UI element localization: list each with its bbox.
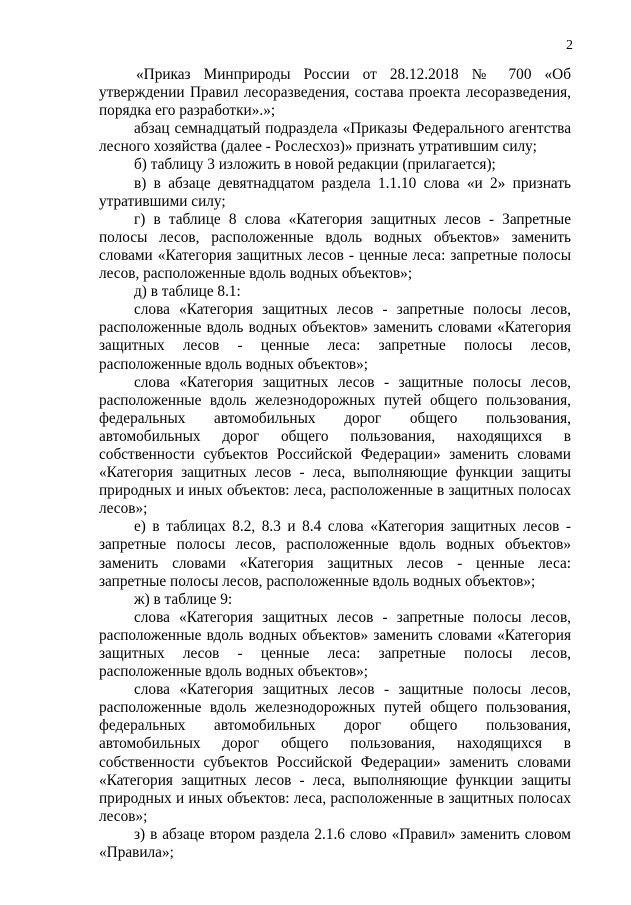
paragraph-item-zh-words-1: слова «Категория защитных лесов - запретные полосы лесов, расположенные вдоль водных объектов» заменить словами «Категория защитных лесов - ценные леса: запретные полосы лесов, расположенные вдоль водных объектов»; (99, 608, 571, 681)
paragraph-item-b: б) таблицу 3 изложить в новой редакции (прилагается); (134, 156, 496, 174)
paragraph-item-g: г) в таблице 8 слова «Категория защитных лесов - Запретные полосы лесов, расположенные вдоль водных объектов» заменить словами «Категория защитных лесов - ценные леса: запретные полосы лесов, расположенные вдоль водных объектов»; (99, 210, 571, 283)
paragraph-item-d-words-1: слова «Категория защитных лесов - запретные полосы лесов, расположенные вдоль водных объектов» заменить словами «Категория защитных лесов - ценные леса: запретные полосы лесов, расположенные вдоль водных объектов»; (99, 301, 571, 373)
page-number: 2 (566, 38, 573, 53)
paragraph-item-zh: ж) в таблице 9: (134, 590, 233, 608)
paragraph-item-zh-words-2: слова «Категория защитных лесов - защитные полосы лесов, расположенные вдоль железнодорожных путей общего пользования, федеральных автомобильных дорог общего пользования, автомобильных дорог общего пользования, находящихся в собственности субъектов Российской Федерации» заменить словами «Категория защитных лесов - леса, выполняющие функции защиты природных и иных объектов: леса, расположенные в защитных полосах лесов»; (99, 681, 571, 825)
paragraph-rosleshoz-repeal: абзац семнадцатый подраздела «Приказы Федерального агентства лесного хозяйства (далее - Рослесхоз)» признать утратившим силу; (99, 120, 571, 156)
paragraph-item-d-words-2: слова «Категория защитных лесов - защитные полосы лесов, расположенные вдоль железнодорожных путей общего пользования, федеральных автомобильных дорог общего пользования, автомобильных дорог общего пользования, находящихся в собственности субъектов Российской Федерации» заменить словами «Категория защитных лесов - леса, выполняющие функции защиты природных и иных объектов: леса, расположенные в защитных полосах лесов»; (99, 373, 571, 518)
document-body (99, 66, 571, 862)
paragraph-item-d: д) в таблице 8.1: (134, 283, 241, 301)
paragraph-item-e: е) в таблицах 8.2, 8.3 и 8.4 слова «Категория защитных лесов - запретные полосы лесов, расположенные вдоль водных объектов» заменить словами «Категория защитных лесов - ценные леса: запретные полосы лесов, расположенные вдоль водных объектов»; (99, 518, 571, 590)
paragraph-item-v: в) в абзаце девятнадцатом раздела 1.1.10 слова «и 2» признать утратившими силу; (99, 174, 571, 210)
paragraph-item-z: з) в абзаце втором раздела 2.1.6 слово «Правил» заменить словом «Правила»; (99, 825, 571, 862)
paragraph-order-title: «Приказ Минприроды России от 28.12.2018 № 700 «Об утверждении Правил лесоразведения, состава проекта лесоразведения, порядка его разработки».»; (99, 66, 571, 120)
